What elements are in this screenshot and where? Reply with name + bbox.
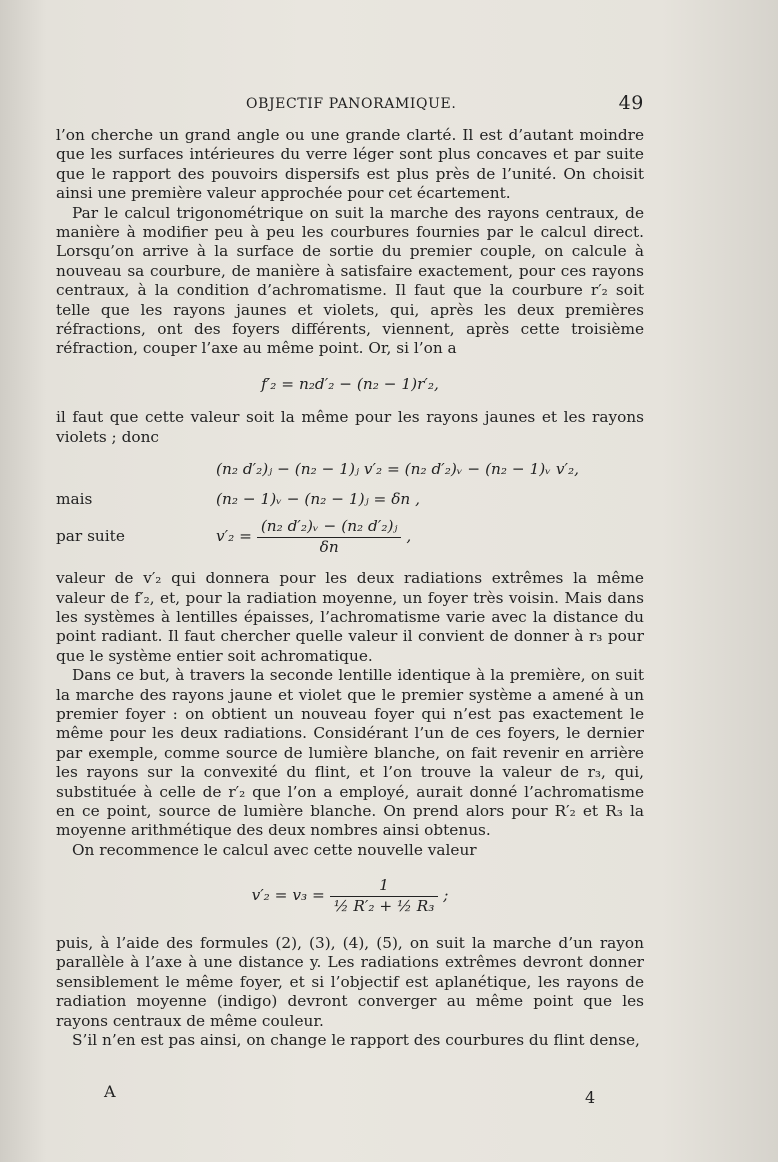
- equation-5: v′₂ = v₃ = $\frac{1}{\text{½ R′₂ + ½ R₃}}$ ;: [251, 876, 449, 915]
- paragraph-4: valeur de v′₂ qui donnera pour les deux radiations extrêmes la même valeur de f′₂, et, pour la radiation moyenne, un foyer très voisin. Mais dans les systèmes à lentilles épaisses, l’achromatisme varie avec la distance du point radiant. Il faut chercher quelle valeur il convient de donner à r₃ pour que le système entier soit achromatique.: [56, 569, 644, 665]
- sheet-number: 4: [585, 1088, 596, 1107]
- paragraph-6: On recommence le calcul avec cette nouvelle valeur: [72, 840, 477, 859]
- equation-block: [56, 455, 644, 559]
- paragraph-7: puis, à l’aide des formules (2), (3), (4), (5), on suit la marche d’un rayon parallèle à l’axe à une distance y. Les radiations extrêmes devront donner sensiblement le même foyer, et si l’objectif est aplanétique, les rayons de radiation moyenne (indigo) devront converger au même point que les rayons centraux de même couleur.: [56, 934, 644, 1030]
- paragraph-1: l’on cherche un grand angle ou une grande clarté. Il est d’autant moindre que les surfaces intérieures du verre léger sont plus concaves et par suite que le rapport des pouvoirs dispersifs est plus près de l’unité. On choisit ainsi une première valeur approchée pour cet écartement.: [56, 126, 644, 203]
- equation-4: v′₂ = $\frac{\text{(n₂ d′₂)ᵥ − (n₂ d′₂)ⱼ}}{\delta n}$ ,: [216, 517, 412, 556]
- equation-5-fraction: $\frac{1}{\text{½ R′₂ + ½ R₃}}$: [330, 876, 439, 916]
- equation-1: f′₂ = n₂d′₂ − (n₂ − 1)r′₂,: [261, 374, 439, 393]
- page-number: 49: [618, 92, 644, 114]
- paragraph-2: Par le calcul trigonométrique on suit la marche des rayons centraux, de manière à modifier peu à peu les courbures fournies par le calcul direct. Lorsqu’on arrive à la surface de sortie du premier couple, on calcule à nouveau sa courbure, de manière à satisfaire exactement, pour ces rayons centraux, à la condition d’achromatisme. Il faut que la courbure r′₂ soit telle que les rayons jaunes et violets, qui, après les deux premières réfractions, ont des foyers différents, viennent, après cette troisième réfraction, couper l’axe au même point. Or, si l’on a: [56, 203, 644, 358]
- equation-4-label: par suite: [56, 527, 125, 546]
- equation-3: (n₂ − 1)ᵥ − (n₂ − 1)ⱼ = δn ,: [216, 490, 420, 509]
- body-text: [56, 126, 644, 1050]
- equation-4-fraction: $\frac{\text{(n₂ d′₂)ᵥ − (n₂ d′₂)ⱼ}}{\delta n}$: [257, 517, 402, 557]
- paragraph-3: il faut que cette valeur soit la même pour les rayons jaunes et les rayons violets ; donc: [56, 408, 644, 446]
- running-header: [56, 94, 644, 116]
- header-title: OBJECTIF PANORAMIQUE.: [246, 96, 457, 112]
- paragraph-5: Dans ce but, à travers la seconde lentille identique à la première, on suit la marche des rayons jaune et violet que le premier système a amené à un premier foyer : on obtient un nouveau foyer qui n’est pas exactement le même pour les deux radiations. Considérant l’un de ces foyers, le dernier par exemple, comme source de lumière blanche, on fait revenir en arrière les rayons sur la convexité du flint, et l’on trouve la valeur de r₃, qui, substituée à celle de r′₂ que l’on a employé, aurait donné l’achromatisme en ce point, source de lumière blanche. On prend alors pour R′₂ et R₃ la moyenne arithmétique des deux nombres ainsi obtenus.: [56, 666, 644, 840]
- paragraph-8: S’il n’en est pas ainsi, on change le rapport des courbures du flint dense,: [72, 1031, 640, 1050]
- equation-3-label: mais: [56, 490, 93, 509]
- signature-mark: A: [104, 1082, 116, 1101]
- equation-2: (n₂ d′₂)ⱼ − (n₂ − 1)ⱼ v′₂ = (n₂ d′₂)ᵥ − (n₂ − 1)ᵥ v′₂,: [216, 460, 579, 479]
